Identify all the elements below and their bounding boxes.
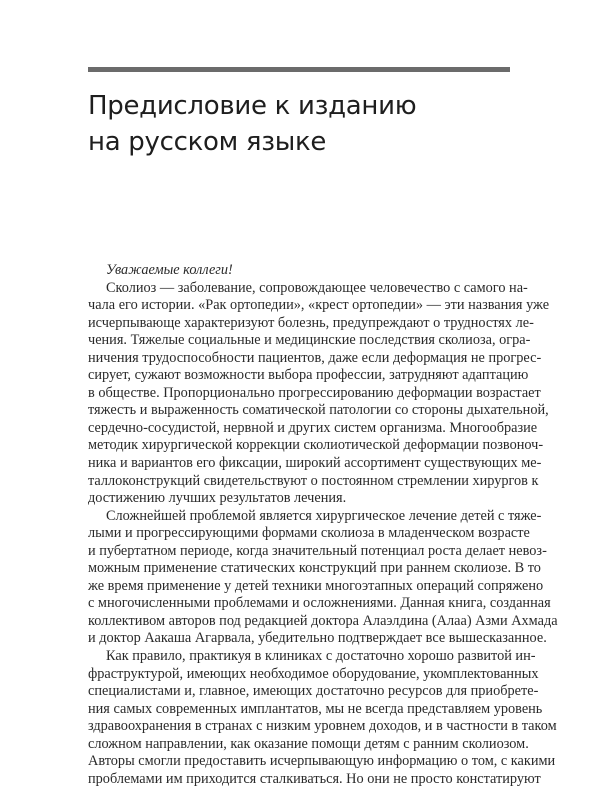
text-line: исчерпывающе характеризуют болезнь, предупреждают о трудностях ле- [88, 314, 534, 331]
text-line: сложном направлении, как оказание помощи детям с ранним сколиозом. [88, 735, 529, 752]
text-line: коллективом авторов под редакцией доктора Алаэлдина (Алаа) Азми Ахмада [88, 612, 558, 629]
text-line: можным применение статических конструкций при раннем сколиозе. В то [88, 560, 541, 577]
text-line: чала его истории. «Рак ортопедии», «крест ортопедии» — эти названия уже [88, 297, 550, 314]
text-line: лыми и прогрессирующими формами сколиоза в младенческом возрасте [88, 525, 530, 542]
text-line: с многочисленными проблемами и осложнениями. Данная книга, созданная [88, 595, 551, 612]
text-line: ния самых современных имплантатов, мы не всегда представляем уровень [88, 700, 543, 717]
text-line: же время применение у детей техники многоэтапных операций сопряжено [88, 577, 544, 594]
salutation: Уважаемые коллеги! [106, 262, 233, 278]
text-line: ничения трудоспособности пациентов, даже если деформация не прогрес- [88, 349, 542, 366]
text-line: сирует, сужают возможности выбора профессии, затрудняют адаптацию [88, 367, 529, 384]
text-line: проблемами им приходится сталкиваться. Но они не просто констатируют [88, 770, 541, 787]
title-line-1: Предисловие к изданию [88, 91, 417, 121]
text-line: Авторы смогли предоставить исчерпывающую информацию о том, с какими [88, 753, 556, 770]
title-line-2: на русском языке [88, 127, 327, 157]
text-line: Сколиоз — заболевание, сопровождающее человечество с самого на- [106, 279, 528, 296]
text-line: Сложнейшей проблемой является хирургическое лечение детей с тяже- [106, 507, 542, 524]
text-line: методик хирургической коррекции сколиотической деформации позвоноч- [88, 437, 544, 454]
text-line: ника и вариантов его фиксации, широкий ассортимент существующих ме- [88, 455, 542, 472]
paragraph-2 [88, 507, 558, 648]
text-line: чения. Тяжелые социальные и медицинские последствия сколиоза, огра- [88, 332, 531, 349]
body-text [88, 262, 558, 788]
text-line: достижению лучших результатов лечения. [88, 490, 347, 507]
text-line: сердечно-сосудистой, нервной и других систем организма. Многообразие [88, 419, 538, 436]
text-line: специалистами и, главное, имеющих достаточно ресурсов для приобрете- [88, 683, 539, 700]
paragraph-1 [88, 279, 550, 508]
text-line: Как правило, практикуя в клиниках с достаточно хорошо развитой ин- [106, 648, 536, 665]
paragraph-3 [88, 648, 557, 788]
text-line: фраструктурой, имеющих необходимое оборудование, укомплектованных [88, 665, 539, 682]
text-line: тяжесть и выраженность соматической патологии со стороны дыхательной, [88, 402, 549, 419]
page-title [88, 88, 518, 160]
text-line: таллоконструкций свидетельствуют о постоянном стремлении хирургов к [88, 472, 539, 489]
text-line: и доктор Аакаша Агарвала, убедительно подтверждает все вышесказанное. [88, 630, 547, 647]
text-line: в обществе. Пропорционально прогрессированию деформации возрастает [88, 384, 541, 401]
text-line: и пубертатном периоде, когда значительный потенциал роста делает невоз- [88, 542, 547, 559]
header-rule [88, 67, 510, 72]
text-line: здравоохранения в странах с низким уровнем доходов, и в частности в таком [88, 718, 557, 735]
